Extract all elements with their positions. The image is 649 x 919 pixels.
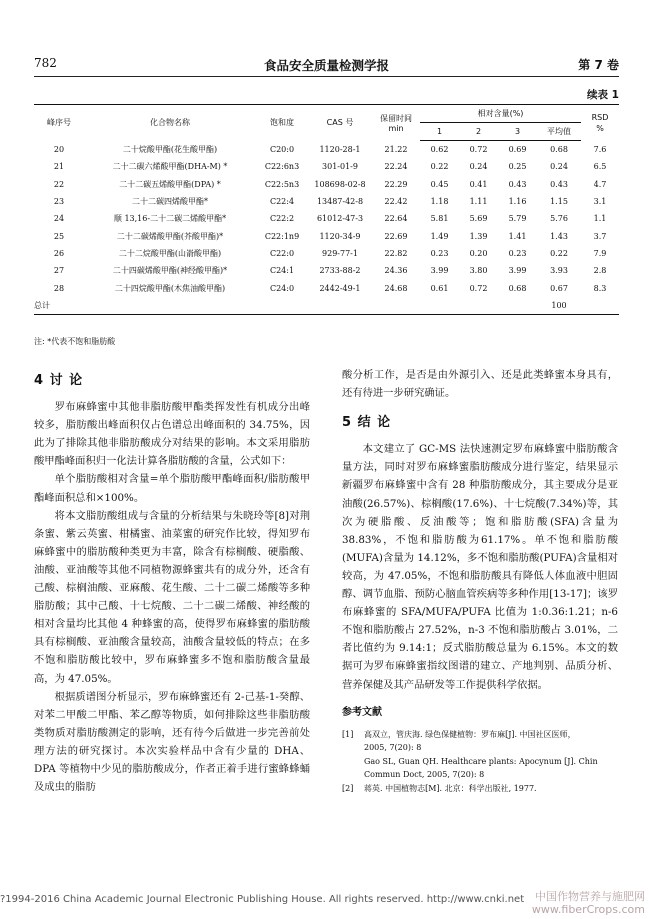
cell-r2: 5.69	[469, 214, 488, 224]
cell-r3: 0.25	[508, 162, 527, 172]
cell-avg: 0.43	[550, 179, 568, 189]
table-row	[34, 262, 619, 279]
cell-r1: 0.45	[430, 179, 449, 189]
cell-rt: 22.29	[384, 179, 408, 189]
paragraph: 将本文脂肪酸组成与含量的分析结果与朱晓玲等[8]对荆条蜜、紫云英蜜、柑橘蜜、油菜蜜的研究作比较，得知罗布麻蜂蜜中的脂肪酸种类更为丰富，除含有棕榈酸、硬脂酸、油酸、亚油酸等其他不同植物源蜂蜜共有的成分外，还含有己酸、棕榈油酸、亚麻酸、花生酸、二十二碳二烯酸等多种脂肪酸；其中己酸、十七烷酸、二十二碳二烯酸、神经酸的相对含量均比其他 4 种蜂蜜的高，使得罗布麻蜂蜜的脂肪酸具有棕榈酸、亚油酸含量较高，油酸含量较低的特点；在多不饱和脂肪酸比较中，罗布麻蜂蜜多不饱和脂肪酸含量最高，为 47.05%。	[34, 509, 310, 685]
paragraph: 罗布麻蜂蜜中其他非脂肪酸甲酯类挥发性有机成分出峰较多，脂肪酸出峰面积仅占色谱总出峰面积的 34.75%，因此为了排除其他非脂肪酸成分对结果的影响。本文采用脂肪酸甲酯峰面积归一化法计算各脂肪酸的含量，公式如下：	[34, 401, 310, 468]
cell-avg: 1.15	[550, 197, 568, 207]
cell-avg: 3.93	[550, 266, 568, 276]
cell-r3: 1.41	[508, 231, 527, 241]
cell-rsd	[581, 297, 619, 315]
table-note: 注: *代表不饱和脂肪酸	[34, 337, 116, 346]
table-row	[34, 193, 619, 210]
cell-cas: 1120-34-9	[319, 231, 361, 241]
cell-sat: C24:1	[269, 266, 295, 276]
cell-r2: 0.24	[469, 162, 488, 172]
cell-avg: 100	[537, 297, 581, 315]
table-row	[34, 141, 619, 159]
cell-r2: 0.41	[469, 179, 488, 189]
cell-name: 二十二烷酸甲酯(山嵛酸甲酯)	[118, 248, 222, 258]
cell-r1	[420, 297, 459, 315]
cell-r1: 1.49	[430, 231, 449, 241]
cell-name: 二十二碳烯酸甲酯(芥酸甲酯)*	[116, 231, 224, 241]
fatty-acid-table	[34, 104, 619, 315]
table-row	[34, 158, 619, 175]
cell-avg: 5.76	[550, 214, 568, 224]
cell-cas: 1120-28-1	[319, 144, 361, 154]
col-cas: CAS 号	[308, 105, 372, 141]
cell-r1: 0.61	[430, 283, 449, 293]
cell-rsd: 4.7	[593, 179, 607, 189]
left-column	[34, 370, 310, 796]
cell-r1: 5.81	[430, 214, 449, 224]
cell-sat: C20:0	[269, 144, 295, 154]
copyright-footer: ?1994-2016 China Academic Journal Electronic Publishing House. All rights reserved. http://www.cnki.net	[0, 894, 525, 905]
paragraph: 单个脂肪酸相对含量=单个脂肪酸甲酯峰面积/脂肪酸甲酯峰面积总和×100%。	[34, 473, 310, 504]
col-rt-unit: min	[388, 123, 404, 133]
cell-peak: 25	[53, 231, 65, 241]
col-relative: 相对含量(%)	[420, 105, 581, 123]
col-peak: 峰序号	[34, 105, 84, 141]
table-row	[34, 297, 619, 315]
cell-r3: 0.69	[508, 145, 527, 155]
section-4-heading: 4 讨 论	[34, 373, 84, 388]
col-r1: 1	[420, 123, 459, 141]
volume-label: 第 7 卷	[578, 58, 619, 72]
cell-sat: C22:2	[269, 214, 295, 224]
cell-avg: 0.24	[550, 162, 568, 172]
cell-r3: 3.99	[508, 266, 527, 276]
cell-name: 二十四碳烯酸甲酯(神经酸甲酯)*	[112, 266, 228, 276]
ref-text: Commun Doct, 2005, 7(20): 8	[364, 770, 485, 780]
ref-text: 2005, 7(20): 8	[364, 743, 422, 753]
cell-cas: 13487-42-8	[316, 197, 364, 207]
running-header	[34, 56, 619, 72]
cell-cas: 929-77-1	[322, 248, 358, 258]
cell-r3: 0.43	[508, 179, 527, 189]
cell-r3: 5.79	[508, 214, 527, 224]
cell-cas: 61012-47-3	[316, 214, 364, 224]
journal-title: 食品安全质量检测学报	[263, 58, 389, 73]
cell-peak: 23	[53, 197, 65, 207]
cell-r3: 0.68	[508, 283, 527, 293]
ref-text: 蒋英. 中国植物志[M]. 北京：科学出版社, 1977.	[364, 784, 537, 794]
cell-r2: 0.20	[469, 248, 488, 258]
col-rsd	[581, 105, 619, 141]
cell-cas: 108698-02-8	[314, 179, 366, 189]
col-r3: 3	[498, 123, 537, 141]
cell-rsd: 3.7	[593, 231, 607, 241]
section-5-heading: 5 结 论	[342, 415, 392, 431]
cell-r3: 1.16	[508, 197, 527, 207]
cell-avg: 0.22	[550, 248, 568, 258]
col-avg: 平均值	[537, 123, 581, 141]
cell-sat: C22:5n3	[264, 179, 300, 189]
paragraph-continued: 酸分析工作，是否是由外源引入、还是此类蜂蜜本身具有，还有待进一步研究确证。	[342, 369, 618, 400]
table-row	[34, 279, 619, 296]
cell-name: 顺 13,16-二十二碳二烯酸甲酯*	[113, 214, 227, 224]
cell-sat: C22:4	[269, 197, 295, 207]
cell-rt: 22.64	[384, 214, 408, 224]
cell-name: 二十二碳五烯酸甲酯(DPA) *	[119, 179, 221, 189]
cell-r2: 0.72	[469, 145, 488, 155]
cell-rt: 22.69	[384, 231, 408, 241]
table-row	[34, 210, 619, 227]
cell-cas	[308, 297, 372, 315]
cell-rt: 24.68	[384, 283, 408, 293]
cell-peak: 28	[53, 283, 65, 293]
cell-rt: 24.36	[384, 266, 408, 276]
cell-r1: 0.62	[430, 145, 449, 155]
cell-r1: 3.99	[430, 266, 449, 276]
cell-sat: C24:0	[269, 283, 295, 293]
cell-peak: 总计	[34, 297, 84, 315]
table-row	[34, 227, 619, 244]
cell-avg: 1.43	[550, 231, 568, 241]
cell-peak: 24	[53, 214, 65, 224]
cell-name: 二十四烷酸甲酯(木焦油酸甲酯)	[114, 283, 226, 293]
cell-r1: 0.23	[430, 248, 449, 258]
cell-rt: 22.42	[384, 197, 408, 207]
cell-rsd: 6.5	[593, 162, 607, 172]
col-name: 化合物名称	[84, 105, 256, 141]
cell-rsd: 2.8	[593, 266, 607, 276]
cell-rsd: 3.1	[593, 197, 607, 207]
cell-name	[84, 297, 256, 315]
cell-sat: C22:0	[269, 248, 295, 258]
cell-peak: 26	[53, 248, 65, 258]
cell-name: 二十烷酸甲酯(花生酸甲酯)	[122, 144, 218, 154]
cell-rt: 22.82	[384, 248, 408, 258]
cell-rt: 21.22	[384, 144, 408, 154]
col-sat: 饱和度	[256, 105, 308, 141]
cell-name: 二十二碳四烯酸甲酯*	[132, 197, 208, 207]
cell-peak: 21	[53, 162, 65, 172]
cell-r3	[498, 297, 537, 315]
cell-r2: 1.11	[469, 197, 488, 207]
cell-r2: 1.39	[469, 231, 488, 241]
cell-r1: 1.18	[430, 197, 449, 207]
cell-rsd: 7.6	[593, 144, 607, 154]
page-number: 782	[34, 56, 57, 70]
table-row	[34, 245, 619, 262]
col-rt-label: 保留时间	[380, 113, 412, 123]
cell-name: 二十二碳六烯酸甲酯(DHA-M) *	[112, 162, 228, 172]
cell-rt	[372, 297, 420, 315]
watermark-url: www.fiberCrops.com	[531, 903, 645, 916]
cell-sat	[256, 297, 308, 315]
ref-text: Gao SL, Guan QH. Healthcare plants: Apocynum [J]. Chin	[364, 756, 598, 766]
reference-1	[342, 728, 618, 782]
cell-cas: 301-01-9	[322, 162, 358, 172]
cell-sat: C22:6n3	[264, 162, 300, 172]
cell-rsd: 8.3	[593, 283, 607, 293]
cell-r2: 0.72	[469, 283, 488, 293]
cell-rt: 22.24	[384, 162, 408, 172]
cell-rsd: 1.1	[593, 214, 607, 224]
right-column	[342, 366, 618, 796]
paragraph: 根据质谱图分析显示，罗布麻蜂蜜还有 2-己基-1-癸醇、对苯二甲酸二甲酯、苯乙醇等物质，如何排除这些非脂肪酸类物质对脂肪酸测定的影响，还有待今后做进一步完善前处理方法的研究探讨。本次实验样品中含有少量的 DHA、DPA 等植物中少见的脂肪酸成分，作者正着手进行蜜蜂蜂蛹及成虫的脂肪	[34, 690, 310, 794]
cell-r2	[459, 297, 498, 315]
ref-number: [2]	[342, 784, 354, 794]
table-continued-label: 续表 1	[587, 89, 619, 101]
cell-peak: 20	[53, 144, 65, 154]
col-rt	[372, 105, 420, 141]
cell-avg: 0.67	[550, 283, 568, 293]
watermark-site-name: 中国作物营养与施肥网	[535, 890, 645, 903]
ref-number: [1]	[342, 729, 354, 739]
header-rule	[34, 76, 619, 77]
references-heading: 参考文献	[342, 706, 382, 718]
cell-r1: 0.22	[430, 162, 449, 172]
cell-r2: 3.80	[469, 266, 488, 276]
table-row	[34, 176, 619, 193]
col-r2: 2	[459, 123, 498, 141]
cell-avg: 0.68	[550, 145, 568, 155]
cell-peak: 22	[53, 179, 65, 189]
cell-sat: C22:1n9	[264, 231, 300, 241]
cell-cas: 2733-88-2	[319, 266, 361, 276]
cell-peak: 27	[53, 266, 65, 276]
reference-2	[342, 782, 618, 796]
table-body	[34, 141, 619, 315]
ref-text: 高双立，管庆海. 绿色保健植物：罗布麻[J]. 中国社区医师，	[364, 729, 576, 739]
cell-cas: 2442-49-1	[319, 283, 361, 293]
cell-rsd: 7.9	[593, 248, 607, 258]
paragraph: 本文建立了 GC-MS 法快速测定罗布麻蜂蜜中脂肪酸含量方法，同时对罗布麻蜂蜜脂肪酸成分进行鉴定，结果显示新疆罗布麻蜂蜜中含有 28 种脂肪酸成分，其主要成分是亚油酸(26.57%)、棕榈酸(17.6%)、十七烷酸(7.34%)等，其次为硬脂酸、反油酸等；饱和脂肪酸(SFA)含量为 38.83%，不饱和脂肪酸为61.17%。单不饱和脂肪酸(MUFA)含量为 14.12%，多不饱和脂肪酸(PUFA)含量相对较高，为 47.05%，不饱和脂肪酸具有降低人体血液中胆固醇、调节血脂、预防心脑血管疾病等多种作用[13-17]；该罗布麻蜂蜜的 SFA/MUFA/PUFA 比值为 1:0.36:1.21；n-6 不饱和脂肪酸占 27.52%，n-3 不饱和脂肪酸占 3.01%，二者比值约为 9.14:1；反式脂肪酸总量为 6.15%。本文的数据可为罗布麻蜂蜜指纹图谱的建立、产地判别、品质分析、营养保健及其产品研发等工作提供科学依据。	[342, 443, 618, 691]
col-rsd-unit: %	[596, 123, 604, 133]
cell-r3: 0.23	[508, 248, 527, 258]
col-rsd-label: RSD	[591, 112, 609, 122]
